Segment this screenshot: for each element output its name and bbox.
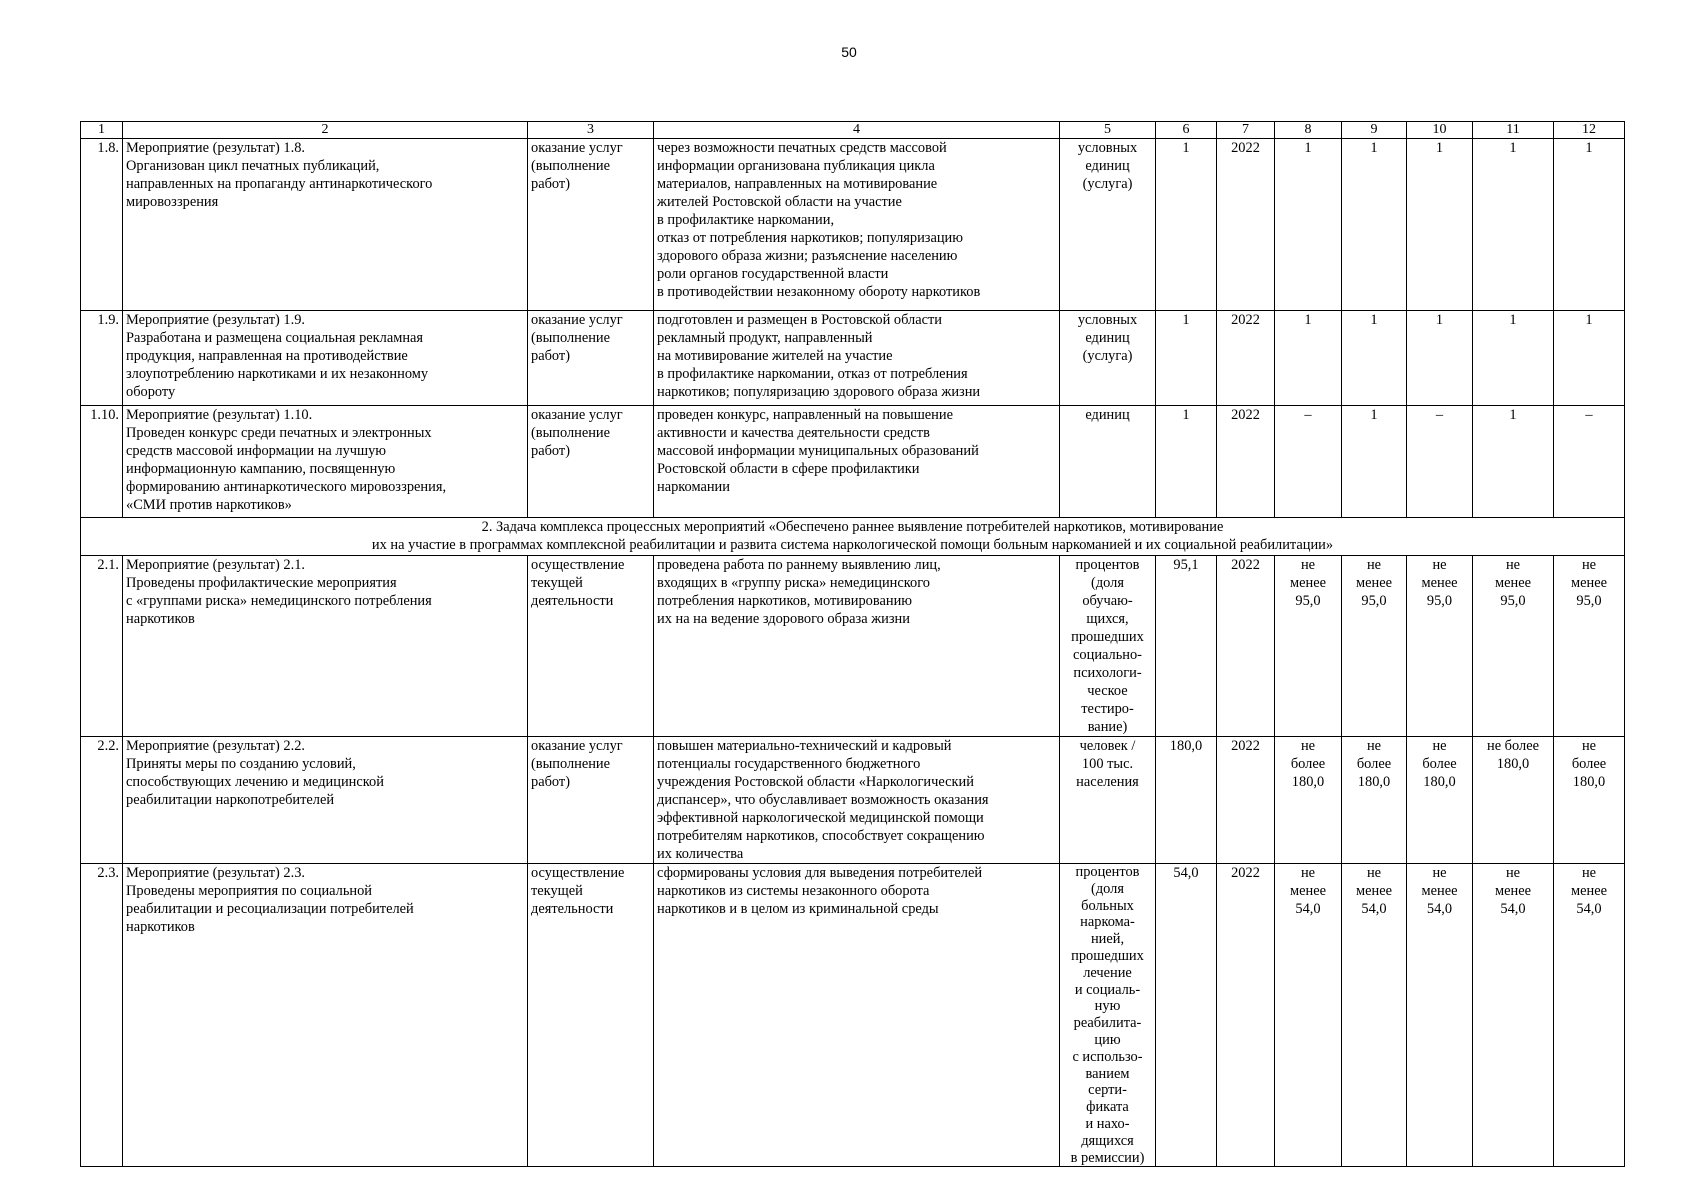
activity-name: Мероприятие (результат) 2.3. Проведены мероприятия по социальной реабилитации и ресоциализации потребителей наркотиков — [123, 864, 528, 1167]
page-number: 50 — [841, 44, 857, 60]
value-col10: не более 180,0 — [1407, 737, 1473, 864]
col-header: 12 — [1554, 122, 1625, 139]
value-col12: не менее 95,0 — [1554, 556, 1625, 737]
activity-name: Мероприятие (результат) 2.2. Приняты меры по созданию условий, способствующих лечению и медицинской реабилитации наркопотребителей — [123, 737, 528, 864]
table-row — [81, 406, 1625, 518]
value-col11: 1 — [1473, 139, 1554, 311]
activity-description: повышен материально-технический и кадровый потенциалы государственного бюджетного учреждения Ростовской области «Наркологический диспансер», что обуславливает возможность оказания эффективной наркологической медицинской помощи потребителям наркотиков, способствует сокращению их количества — [654, 737, 1060, 864]
value-col8: не более 180,0 — [1275, 737, 1342, 864]
activity-type: оказание услуг (выполнение работ) — [528, 406, 654, 518]
col-header: 2 — [123, 122, 528, 139]
col-header: 4 — [654, 122, 1060, 139]
col-header: 6 — [1156, 122, 1217, 139]
base-value: 95,1 — [1156, 556, 1217, 737]
base-value: 1 — [1156, 139, 1217, 311]
activity-type: оказание услуг (выполнение работ) — [528, 139, 654, 311]
row-number: 1.10. — [81, 406, 123, 518]
value-col9: не менее 95,0 — [1342, 556, 1407, 737]
row-number: 1.9. — [81, 311, 123, 406]
table-row — [81, 139, 1625, 311]
activity-description: проведен конкурс, направленный на повышение активности и качества деятельности средств массовой информации муниципальных образований Ростовской области в сфере профилактики наркомании — [654, 406, 1060, 518]
value-col9: 1 — [1342, 139, 1407, 311]
value-col8: не менее 54,0 — [1275, 864, 1342, 1167]
value-col11: не менее 54,0 — [1473, 864, 1554, 1167]
row-number: 1.8. — [81, 139, 123, 311]
unit: человек / 100 тыс. населения — [1060, 737, 1156, 864]
activity-name: Мероприятие (результат) 1.9. Разработана и размещена социальная рекламная продукция, направленная на противодействие злоупотреблению наркотиками и их незаконному обороту — [123, 311, 528, 406]
activity-name: Мероприятие (результат) 1.8. Организован цикл печатных публикаций, направленных на пропаганду антинаркотического мировоззрения — [123, 139, 528, 311]
unit: условных единиц (услуга) — [1060, 311, 1156, 406]
col-header: 7 — [1217, 122, 1275, 139]
col-header: 1 — [81, 122, 123, 139]
value-col10: не менее 54,0 — [1407, 864, 1473, 1167]
col-header: 9 — [1342, 122, 1407, 139]
value-col10: 1 — [1407, 311, 1473, 406]
base-year: 2022 — [1217, 737, 1275, 864]
base-year: 2022 — [1217, 311, 1275, 406]
base-value: 1 — [1156, 311, 1217, 406]
base-year: 2022 — [1217, 864, 1275, 1167]
value-col9: 1 — [1342, 311, 1407, 406]
value-col8: не менее 95,0 — [1275, 556, 1342, 737]
value-col11: 1 — [1473, 406, 1554, 518]
activity-name: Мероприятие (результат) 2.1. Проведены профилактические мероприятия с «группами риска» немедицинского потребления наркотиков — [123, 556, 528, 737]
unit: единиц — [1060, 406, 1156, 518]
value-col9: не менее 54,0 — [1342, 864, 1407, 1167]
activity-description: подготовлен и размещен в Ростовской области рекламный продукт, направленный на мотивирование жителей на участие в профилактике наркомании, отказ от потребления наркотиков; популяризацию здорового образа жизни — [654, 311, 1060, 406]
base-value: 54,0 — [1156, 864, 1217, 1167]
activity-description: через возможности печатных средств массовой информации организована публикация цикла материалов, направленных на мотивирование жителей Ростовской области на участие в профилактике наркомании, отказ от потребления наркотиков; популяризацию здорового образа жизни; разъяснение населению роли органов государственной власти в противодействии незаконному обороту наркотиков — [654, 139, 1060, 311]
table-row — [81, 864, 1625, 1167]
value-col12: не более 180,0 — [1554, 737, 1625, 864]
value-col10: 1 — [1407, 139, 1473, 311]
value-col8: – — [1275, 406, 1342, 518]
value-col9: 1 — [1342, 406, 1407, 518]
row-number: 2.2. — [81, 737, 123, 864]
value-col12: 1 — [1554, 139, 1625, 311]
column-number-row — [81, 122, 1625, 139]
table-row — [81, 311, 1625, 406]
col-header: 11 — [1473, 122, 1554, 139]
activity-type: осуществление текущей деятельности — [528, 556, 654, 737]
table-row — [81, 556, 1625, 737]
unit: условных единиц (услуга) — [1060, 139, 1156, 311]
activity-type: осуществление текущей деятельности — [528, 864, 654, 1167]
row-number: 2.3. — [81, 864, 123, 1167]
base-value: 180,0 — [1156, 737, 1217, 864]
col-header: 5 — [1060, 122, 1156, 139]
value-col12: 1 — [1554, 311, 1625, 406]
unit: процентов (доля обучаю- щихся, прошедших социально- психологи- ческое тестиро- вание) — [1060, 556, 1156, 737]
indicators-table — [80, 121, 1625, 1167]
value-col9: не более 180,0 — [1342, 737, 1407, 864]
base-value: 1 — [1156, 406, 1217, 518]
activity-description: сформированы условия для выведения потребителей наркотиков из системы незаконного оборота наркотиков и в целом из криминальной среды — [654, 864, 1060, 1167]
activity-type: оказание услуг (выполнение работ) — [528, 311, 654, 406]
value-col11: не менее 95,0 — [1473, 556, 1554, 737]
col-header: 10 — [1407, 122, 1473, 139]
activity-type: оказание услуг (выполнение работ) — [528, 737, 654, 864]
value-col11: не более 180,0 — [1473, 737, 1554, 864]
base-year: 2022 — [1217, 406, 1275, 518]
value-col8: 1 — [1275, 311, 1342, 406]
col-header: 3 — [528, 122, 654, 139]
activity-description: проведена работа по раннему выявлению лиц, входящих в «группу риска» немедицинского потребления наркотиков, мотивированию их на на ведение здорового образа жизни — [654, 556, 1060, 737]
col-header: 8 — [1275, 122, 1342, 139]
base-year: 2022 — [1217, 556, 1275, 737]
unit: процентов (доля больных наркома- нией, прошедших лечение и социаль- ную реабилита- цию с использо- ванием серти- фиката и нахо- дящихся в ремиссии) — [1060, 864, 1156, 1167]
value-col8: 1 — [1275, 139, 1342, 311]
value-col10: – — [1407, 406, 1473, 518]
row-number: 2.1. — [81, 556, 123, 737]
value-col12: не менее 54,0 — [1554, 864, 1625, 1167]
value-col12: – — [1554, 406, 1625, 518]
section-row — [81, 518, 1625, 556]
section-heading: 2. Задача комплекса процессных мероприятий «Обеспечено раннее выявление потребителей наркотиков, мотивирование их на участие в программах комплексной реабилитации и развита система наркологической помощи больным наркоманией и их социальной реабилитации» — [81, 518, 1625, 556]
base-year: 2022 — [1217, 139, 1275, 311]
value-col10: не менее 95,0 — [1407, 556, 1473, 737]
activity-name: Мероприятие (результат) 1.10. Проведен конкурс среди печатных и электронных средств массовой информации на лучшую информационную кампанию, посвященную формированию антинаркотического мировоззрения, «СМИ против наркотиков» — [123, 406, 528, 518]
table-row — [81, 737, 1625, 864]
value-col11: 1 — [1473, 311, 1554, 406]
